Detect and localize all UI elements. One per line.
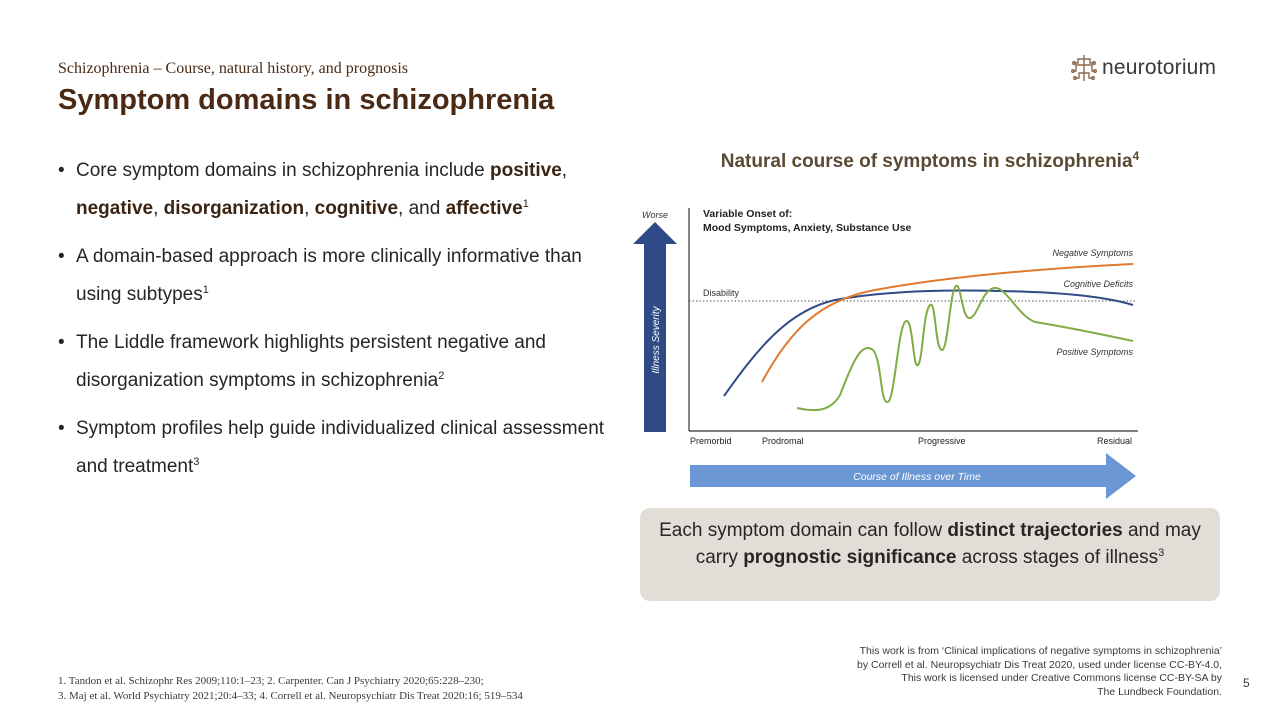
positive-symptoms-label: Positive Symptoms [1056,347,1133,357]
text-segment: and may carry [695,520,1201,568]
chart-title-text: Natural course of symptoms in schizophrenia [720,151,1133,172]
license-credit [780,645,1222,699]
text-segment: Each symptom domain can follow [659,520,948,541]
text-segment: , [304,198,315,219]
chart-title-citation: 4 [1132,149,1140,163]
key-message-callout [640,508,1220,601]
credit-line: The Lundbeck Foundation. [1097,685,1222,698]
bullet-marker: • [58,160,65,181]
references [58,674,523,704]
bullet-item [58,238,618,314]
emphasis-text: cognitive [314,198,399,219]
text-segment: , [561,160,568,181]
page-number: 5 [1243,676,1250,690]
neurotorium-logo [1070,53,1216,83]
bullet-item [58,324,618,400]
text-segment: Core symptom domains in schizophrenia include [76,160,490,181]
worse-label: Worse [641,210,669,220]
emphasis-text: disorganization [163,198,305,219]
bullet-item [58,152,618,228]
logo-text: neurotorium [1102,56,1217,79]
text-segment: , [153,198,164,219]
emphasis-text: positive [489,160,562,181]
bullet-marker: • [58,246,65,267]
section-subtitle: Schizophrenia – Course, natural history, and prognosis [58,60,409,77]
brain-logo-icon [1070,53,1098,83]
bullet-item [58,410,618,486]
page-title: Symptom domains in schizophrenia [58,84,555,116]
symptom-course-diagram [630,200,1150,505]
onset-subtitle: Mood Symptoms, Anxiety, Substance Use [703,222,912,234]
stage-residual: Residual [1096,436,1132,446]
citation-superscript: 1 [202,284,209,296]
credit-line: by Correll et al. Neuropsychiatr Dis Treat 2020, used under license CC-BY-4.0, [857,658,1222,671]
stage-premorbid: Premorbid [690,436,732,446]
illness-severity-label: Illness Severity [651,306,662,374]
cognitive-deficits-label: Cognitive Deficits [1063,279,1133,289]
text-segment: Symptom profiles help guide individualized clinical assessment and treatment [76,418,605,477]
emphasis-text: negative [76,198,154,219]
credit-line: This work is licensed under Creative Commons license CC-BY-SA by [901,672,1222,684]
negative-symptoms-label: Negative Symptoms [1052,248,1133,258]
emphasis-text: distinct trajectories [947,520,1123,541]
onset-title: Variable Onset of: [703,208,793,220]
text-segment: A domain-based approach is more clinically informative than using subtypes [76,246,582,305]
citation-superscript: 3 [193,456,200,468]
text-segment: The Liddle framework highlights persistent negative and disorganization symptoms in schizophrenia [76,332,546,391]
chart-title [640,151,1220,173]
stage-prodromal: Prodromal [762,436,804,446]
citation-superscript: 3 [1158,547,1165,559]
stage-progressive: Progressive [918,436,966,446]
reference-line: 3. Maj et al. World Psychiatry 2021;20:4–33; 4. Correll et al. Neuropsychiatr Dis Treat 2020:16; 519–534 [58,690,523,702]
text-segment: , and [398,198,446,219]
bullet-marker: • [58,418,65,439]
emphasis-text: prognostic significance [743,547,957,568]
reference-line: 1. Tandon et al. Schizophr Res 2009;110:1–23; 2. Carpenter. Can J Psychiatry 2020;65:228–230; [58,675,484,687]
emphasis-text: affective [445,198,523,219]
citation-superscript: 2 [438,370,445,382]
course-of-illness-label: Course of Illness over Time [853,471,981,483]
citation-superscript: 1 [522,198,529,210]
credit-line: This work is from ‘Clinical implications of negative symptoms in schizophrenia’ [859,645,1222,657]
disability-label: Disability [703,288,740,298]
bullet-marker: • [58,332,65,353]
text-segment: across stages of illness [956,547,1159,568]
bullet-list [58,152,618,496]
